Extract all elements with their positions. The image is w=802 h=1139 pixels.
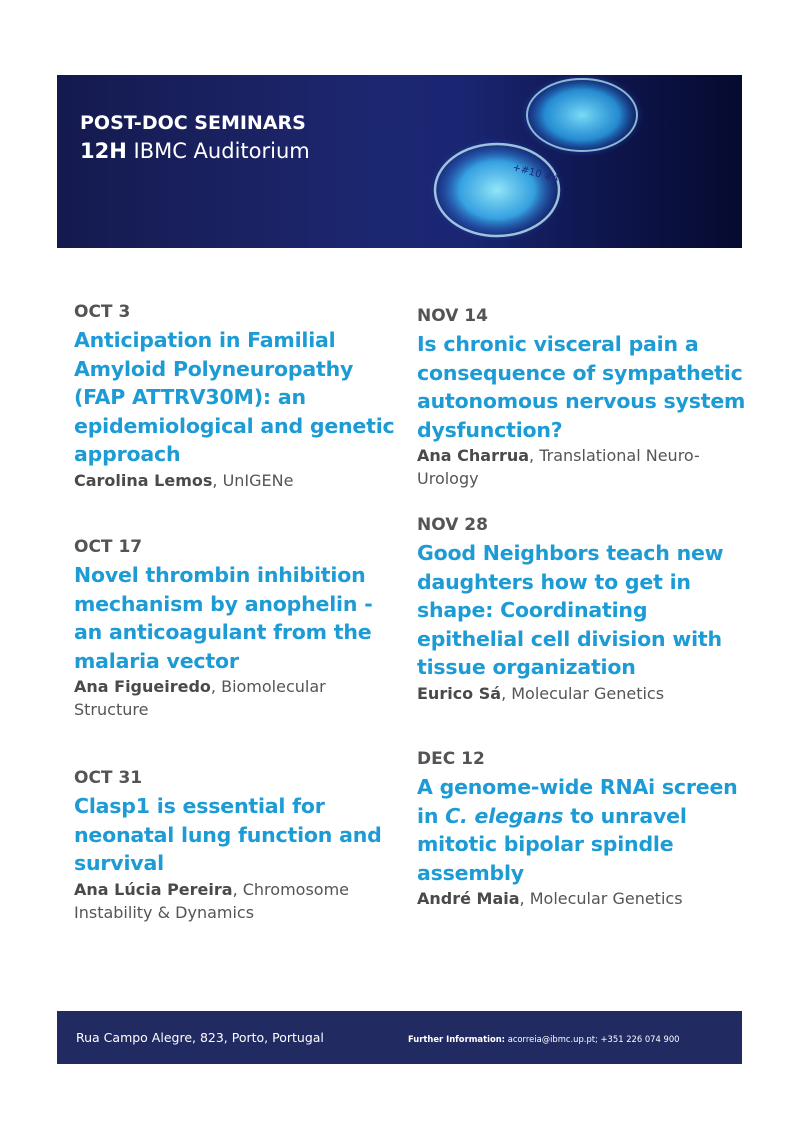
speaker-affiliation: Chromosome Instability & Dynamics bbox=[74, 879, 349, 922]
seminar-speaker: Ana Figueiredo, Biomolecular Structure bbox=[74, 677, 326, 719]
seminar-date: DEC 12 bbox=[417, 749, 485, 769]
speaker-name: André Maia bbox=[417, 889, 520, 908]
speaker-affiliation: Biomolecular Structure bbox=[74, 677, 326, 719]
seminar-item bbox=[74, 301, 404, 492]
dish-label: +#10 #4 bbox=[511, 162, 560, 186]
seminar-title: Anticipation in Familial Amyloid Polyneuropathy (FAP ATTRV30M): an epidemiological and genetic approach bbox=[74, 328, 395, 466]
seminar-speaker: André Maia, Molecular Genetics bbox=[417, 889, 683, 908]
banner-title: POST-DOC SEMINARS bbox=[80, 112, 306, 134]
seminar-speaker: Ana Lúcia Pereira, Chromosome Instability & Dynamics bbox=[74, 879, 349, 922]
seminar-speaker: Ana Charrua, Translational Neuro-Urology bbox=[417, 446, 700, 488]
footer-info-value: acorreia@ibmc.up.pt; +351 226 074 900 bbox=[507, 1034, 680, 1044]
seminar-title-part: A genome-wide RNAi screen in bbox=[417, 775, 738, 828]
seminar-item bbox=[74, 536, 404, 721]
seminar-item bbox=[74, 767, 404, 924]
seminar-item bbox=[417, 305, 747, 490]
seminar-title: Is chronic visceral pain a consequence of sympathetic autonomous nervous system dysfunction? bbox=[417, 332, 746, 442]
header-banner bbox=[57, 75, 742, 248]
footer-address: Rua Campo Alegre, 823, Porto, Portugal bbox=[76, 1030, 324, 1045]
speaker-name: Ana Lúcia Pereira bbox=[74, 879, 233, 899]
footer-info-label: Further Information: bbox=[408, 1034, 506, 1044]
banner-subtitle bbox=[80, 138, 310, 164]
speaker-name: Eurico Sá bbox=[417, 683, 502, 703]
banner-venue: IBMC Auditorium bbox=[133, 139, 310, 163]
footer-contact bbox=[408, 1034, 679, 1045]
speaker-affiliation: Molecular Genetics bbox=[529, 889, 683, 908]
seminar-title-part: to unravel mitotic bipolar spindle assembly bbox=[417, 803, 687, 885]
seminar-date: NOV 28 bbox=[417, 515, 488, 535]
seminar-item bbox=[417, 514, 747, 705]
seminar-title bbox=[417, 773, 747, 887]
speaker-name: Ana Figueiredo bbox=[74, 677, 211, 696]
seminar-item bbox=[417, 748, 747, 910]
seminar-date: OCT 3 bbox=[74, 302, 131, 322]
seminar-date: NOV 14 bbox=[417, 306, 488, 326]
seminar-speaker: Carolina Lemos, UnIGENe bbox=[74, 470, 294, 490]
footer-bar bbox=[57, 1011, 742, 1064]
seminar-date: OCT 31 bbox=[74, 768, 143, 788]
seminar-title: Novel thrombin inhibition mechanism by anophelin - an anticoagulant from the malaria vector bbox=[74, 563, 373, 673]
seminar-speaker: Eurico Sá, Molecular Genetics bbox=[417, 683, 665, 703]
seminar-title-italic: C. elegans bbox=[445, 803, 564, 828]
seminar-title: Clasp1 is essential for neonatal lung function and survival bbox=[74, 794, 382, 875]
seminar-title: Good Neighbors teach new daughters how to get in shape: Coordinating epithelial cell division with tissue organization bbox=[417, 541, 724, 679]
banner-time: 12H bbox=[80, 139, 127, 163]
speaker-affiliation: Translational Neuro-Urology bbox=[417, 446, 700, 488]
speaker-affiliation: Molecular Genetics bbox=[511, 683, 665, 703]
speaker-affiliation: UnIGENe bbox=[222, 470, 294, 490]
speaker-name: Carolina Lemos bbox=[74, 470, 213, 490]
speaker-name: Ana Charrua bbox=[417, 446, 530, 465]
seminar-date: OCT 17 bbox=[74, 537, 143, 557]
